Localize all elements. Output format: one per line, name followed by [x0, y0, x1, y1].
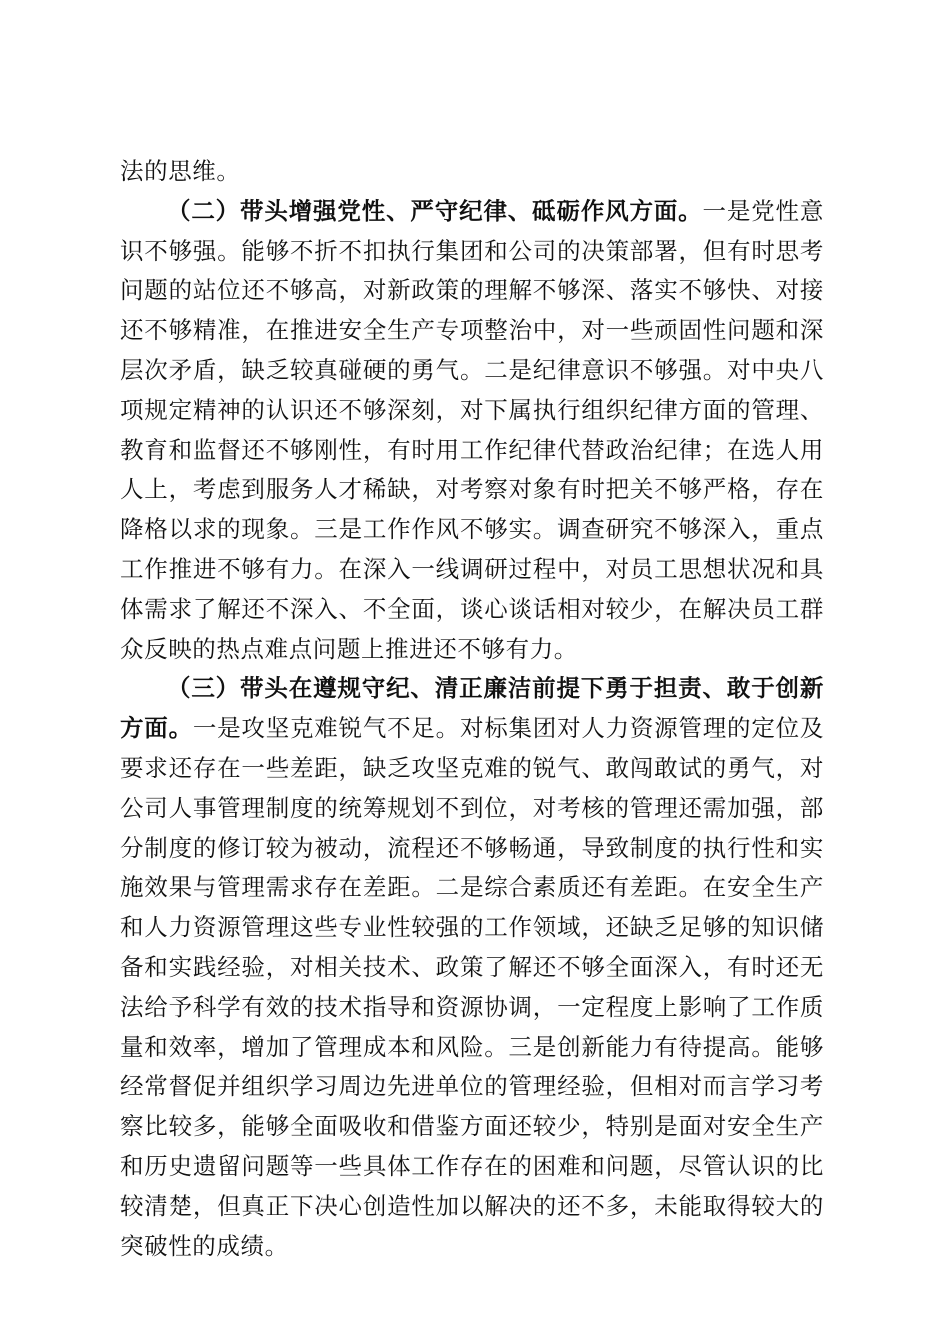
- document-page: [120, 152, 824, 1266]
- section-body-3: 一是攻坚克难锐气不足。对标集团对人力资源管理的定位及要求还存在一些差距，缺乏攻坚克难的锐气、敢闯敢试的勇气，对公司人事管理制度的统筹规划不到位，对考核的管理还需加强，部分制度的修订较为被动，流程还不够畅通，导致制度的执行性和实施效果与管理需求存在差距。二是综合素质还有差距。在安全生产和人力资源管理这些专业性较强的工作领域，还缺乏足够的知识储备和实践经验，对相关技术、政策了解还不够全面深入，有时还无法给予科学有效的技术指导和资源协调，一定程度上影响了工作质量和效率，增加了管理成本和风险。三是创新能力有待提高。能够经常督促并组织学习周边先进单位的管理经验，但相对而言学习考察比较多，能够全面吸收和借鉴方面还较少，特别是面对安全生产和历史遗留问题等一些具体工作存在的困难和问题，尽管认识的比较清楚，但真正下决心创造性加以解决的还不多，未能取得较大的突破性的成绩。: [120, 714, 824, 1260]
- section-heading-2: （二）带头增强党性、严守纪律、砥砺作风方面。: [167, 196, 703, 225]
- section-body-2: 一是党性意识不够强。能够不折不扣执行集团和公司的决策部署，但有时思考问题的站位还不够高，对新政策的理解不够深、落实不够快、对接还不够精准，在推进安全生产专项整治中，对一些顽固性问题和深层次矛盾，缺乏较真碰硬的勇气。二是纪律意识不够强。对中央八项规定精神的认识还不够深刻，对下属执行组织纪律方面的管理、教育和监督还不够刚性，有时用工作纪律代替政治纪律；在选人用人上，考虑到服务人才稀缺，对考察对象有时把关不够严格，存在降格以求的现象。三是工作作风不够实。调查研究不够深入，重点工作推进不够有力。在深入一线调研过程中，对员工思想状况和具体需求了解还不深入、不全面，谈心谈话相对较少，在解决员工群众反映的热点难点问题上推进还不够有力。: [120, 196, 824, 663]
- paragraph-body: 法的思维。: [120, 157, 241, 185]
- paragraph-section-2: [120, 192, 824, 670]
- paragraph-section-3: [120, 669, 824, 1266]
- paragraph-continuation: [120, 152, 824, 192]
- section-heading-3: （三）带头在遵规守纪、清正廉洁前提下勇于担责、敢于创新方面。: [120, 674, 824, 743]
